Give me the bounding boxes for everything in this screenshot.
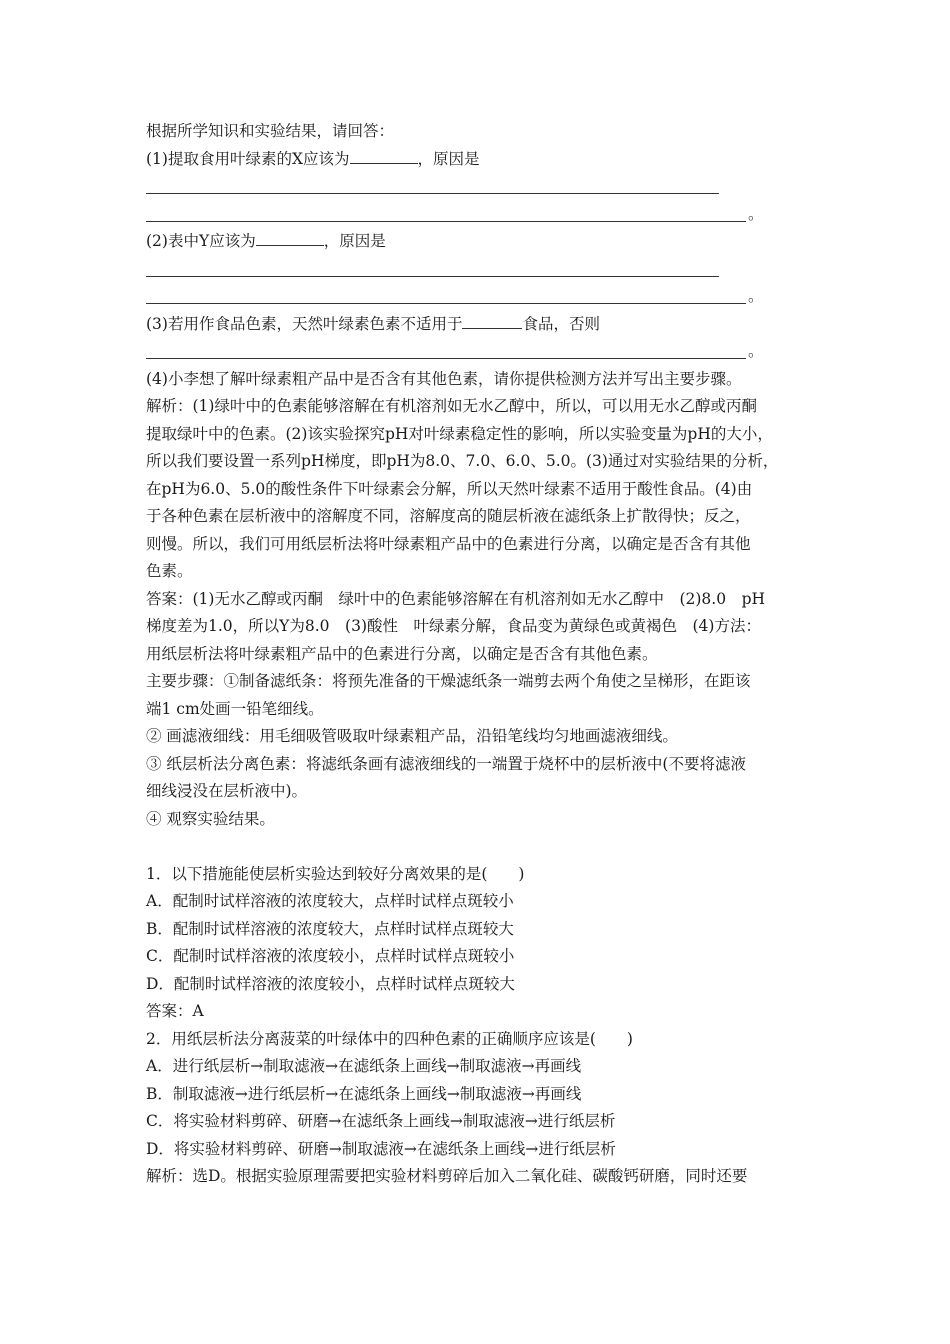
steps-line: ③ 纸层析法分离色素：将滤纸条画有滤液细线的一端置于烧杯中的层析液中(不要将滤液 — [146, 754, 746, 773]
answer-line-text: 答案：(1)无水乙醇或丙酮 绿叶中的色素能够溶解在有机溶剂如无水乙醇中 (2)8.0 pH — [146, 589, 766, 608]
answer-line — [146, 283, 826, 311]
mc2-analysis: 解析：选D。根据实验原理需要把实验材料剪碎后加入二氧化硅、碳酸钙研磨，同时还要 — [146, 1167, 748, 1185]
steps-line: 主要步骤：①制备滤纸条：将预先准备的干燥滤纸条一端剪去两个角使之呈梯形，在距该 — [146, 672, 751, 690]
steps-line: ② 画滤液细线：用毛细吸管吸取叶绿素粗产品，沿铅笔线均匀地画滤液细线。 — [146, 727, 678, 745]
multiple-choice-1 — [146, 861, 826, 1026]
mc2-stem: 2．用纸层析法分离菠菜的叶绿体中的四种色素的正确顺序应该是( ) — [146, 1029, 633, 1048]
question-3 — [146, 311, 826, 339]
answer-line-text: 梯度差为1.0，所以Y为8.0 (3)酸性 叶绿素分解，食品变为黄绿色或黄褐色 (4)方法： — [146, 617, 761, 635]
answer-line — [146, 338, 826, 366]
steps-line: ④ 观察实验结果。 — [146, 809, 275, 828]
mc2-option-c: C．将实验材料剪碎、研磨→在滤纸条上画线→制取滤液→进行纸层析 — [146, 1112, 616, 1130]
mc1-option-b: B．配制时试样溶液的浓度较大，点样时试样点斑较大 — [146, 919, 514, 938]
question-2-prompt: (2)表中Y应该为 — [146, 232, 256, 250]
line-end-period: 。 — [748, 342, 764, 360]
mc2-option-a: A．进行纸层析→制取滤液→在滤纸条上画线→制取滤液→再画线 — [146, 1057, 582, 1075]
mc2-option-b: B．制取滤液→进行纸层析→在滤纸条上画线→制取滤液→再画线 — [146, 1084, 582, 1103]
answer-line-text: 用纸层析法将叶绿素粗产品中的色素进行分离，以确定是否含有其他色素。 — [146, 644, 658, 663]
analysis-line: 所以我们要设置一系列pH梯度，即pH为8.0、7.0、6.0、5.0。(3)通过对实验结果的分析， — [146, 452, 779, 470]
answer-line — [146, 256, 826, 284]
mc2-option-d: D．将实验材料剪碎、研磨→制取滤液→在滤纸条上画线→进行纸层析 — [146, 1139, 616, 1158]
mc1-answer: 答案：A — [146, 1002, 204, 1020]
question-1-blank — [350, 147, 418, 164]
steps-line: 细线浸没在层析液中)。 — [146, 782, 308, 800]
steps-line: 端1 cm处画一铅笔细线。 — [146, 699, 324, 718]
document-page — [146, 118, 826, 1191]
question-2 — [146, 228, 826, 256]
question-1 — [146, 146, 826, 174]
mc1-option-a: A．配制时试样溶液的浓度较大，点样时试样点斑较小 — [146, 892, 514, 910]
analysis-line: 于各种色素在层析液中的溶解度不同，溶解度高的随层析液在滤纸条上扩散得快；反之， — [146, 507, 751, 525]
answer-line — [146, 201, 826, 229]
question-2-reason-label: ，原因是 — [323, 232, 386, 250]
line-end-period: 。 — [748, 287, 764, 305]
line-end-period: 。 — [748, 204, 764, 223]
intro-text: 根据所学知识和实验结果，请回答： — [146, 122, 395, 140]
analysis-line: 则慢。所以，我们可用纸层析法将叶绿素粗产品中的色素进行分离，以确定是否含有其他 — [146, 534, 751, 553]
question-3-suffix: 食品，否则 — [522, 314, 600, 333]
question-1-reason-label: ，原因是 — [417, 149, 480, 168]
question-3-prompt: (3)若用作食品色素，天然叶绿素色素不适用于 — [146, 314, 463, 333]
answer-block — [146, 586, 826, 834]
analysis-line: 在pH为6.0、5.0的酸性条件下叶绿素会分解，所以天然叶绿素不适用于酸性食品。(4)由 — [146, 479, 753, 498]
analysis-line: 提取绿叶中的色素。(2)该实验探究pH对叶绿素稳定性的影响，所以实验变量为pH的大小， — [146, 424, 773, 443]
question-4: (4)小李想了解叶绿素粗产品中是否含有其他色素，请你提供检测方法并写出主要步骤。 — [146, 369, 742, 388]
analysis-line: 解析：(1)绿叶中的色素能够溶解在有机溶剂如无水乙醇中，所以，可以用无水乙醇或丙酮 — [146, 397, 757, 415]
analysis-line: 色素。 — [146, 562, 193, 580]
analysis-block — [146, 393, 826, 586]
question-1-prompt: (1)提取食用叶绿素的X应该为 — [146, 149, 350, 168]
multiple-choice-2 — [146, 1026, 826, 1191]
mc1-option-d: D．配制时试样溶液的浓度较小，点样时试样点斑较大 — [146, 974, 515, 993]
mc1-option-c: C．配制时试样溶液的浓度较小，点样时试样点斑较小 — [146, 947, 515, 965]
question-2-blank — [256, 229, 324, 246]
question-3-blank — [462, 312, 522, 329]
mc1-stem: 1．以下措施能使层析实验达到较好分离效果的是( ) — [146, 864, 525, 883]
answer-line — [146, 173, 826, 201]
